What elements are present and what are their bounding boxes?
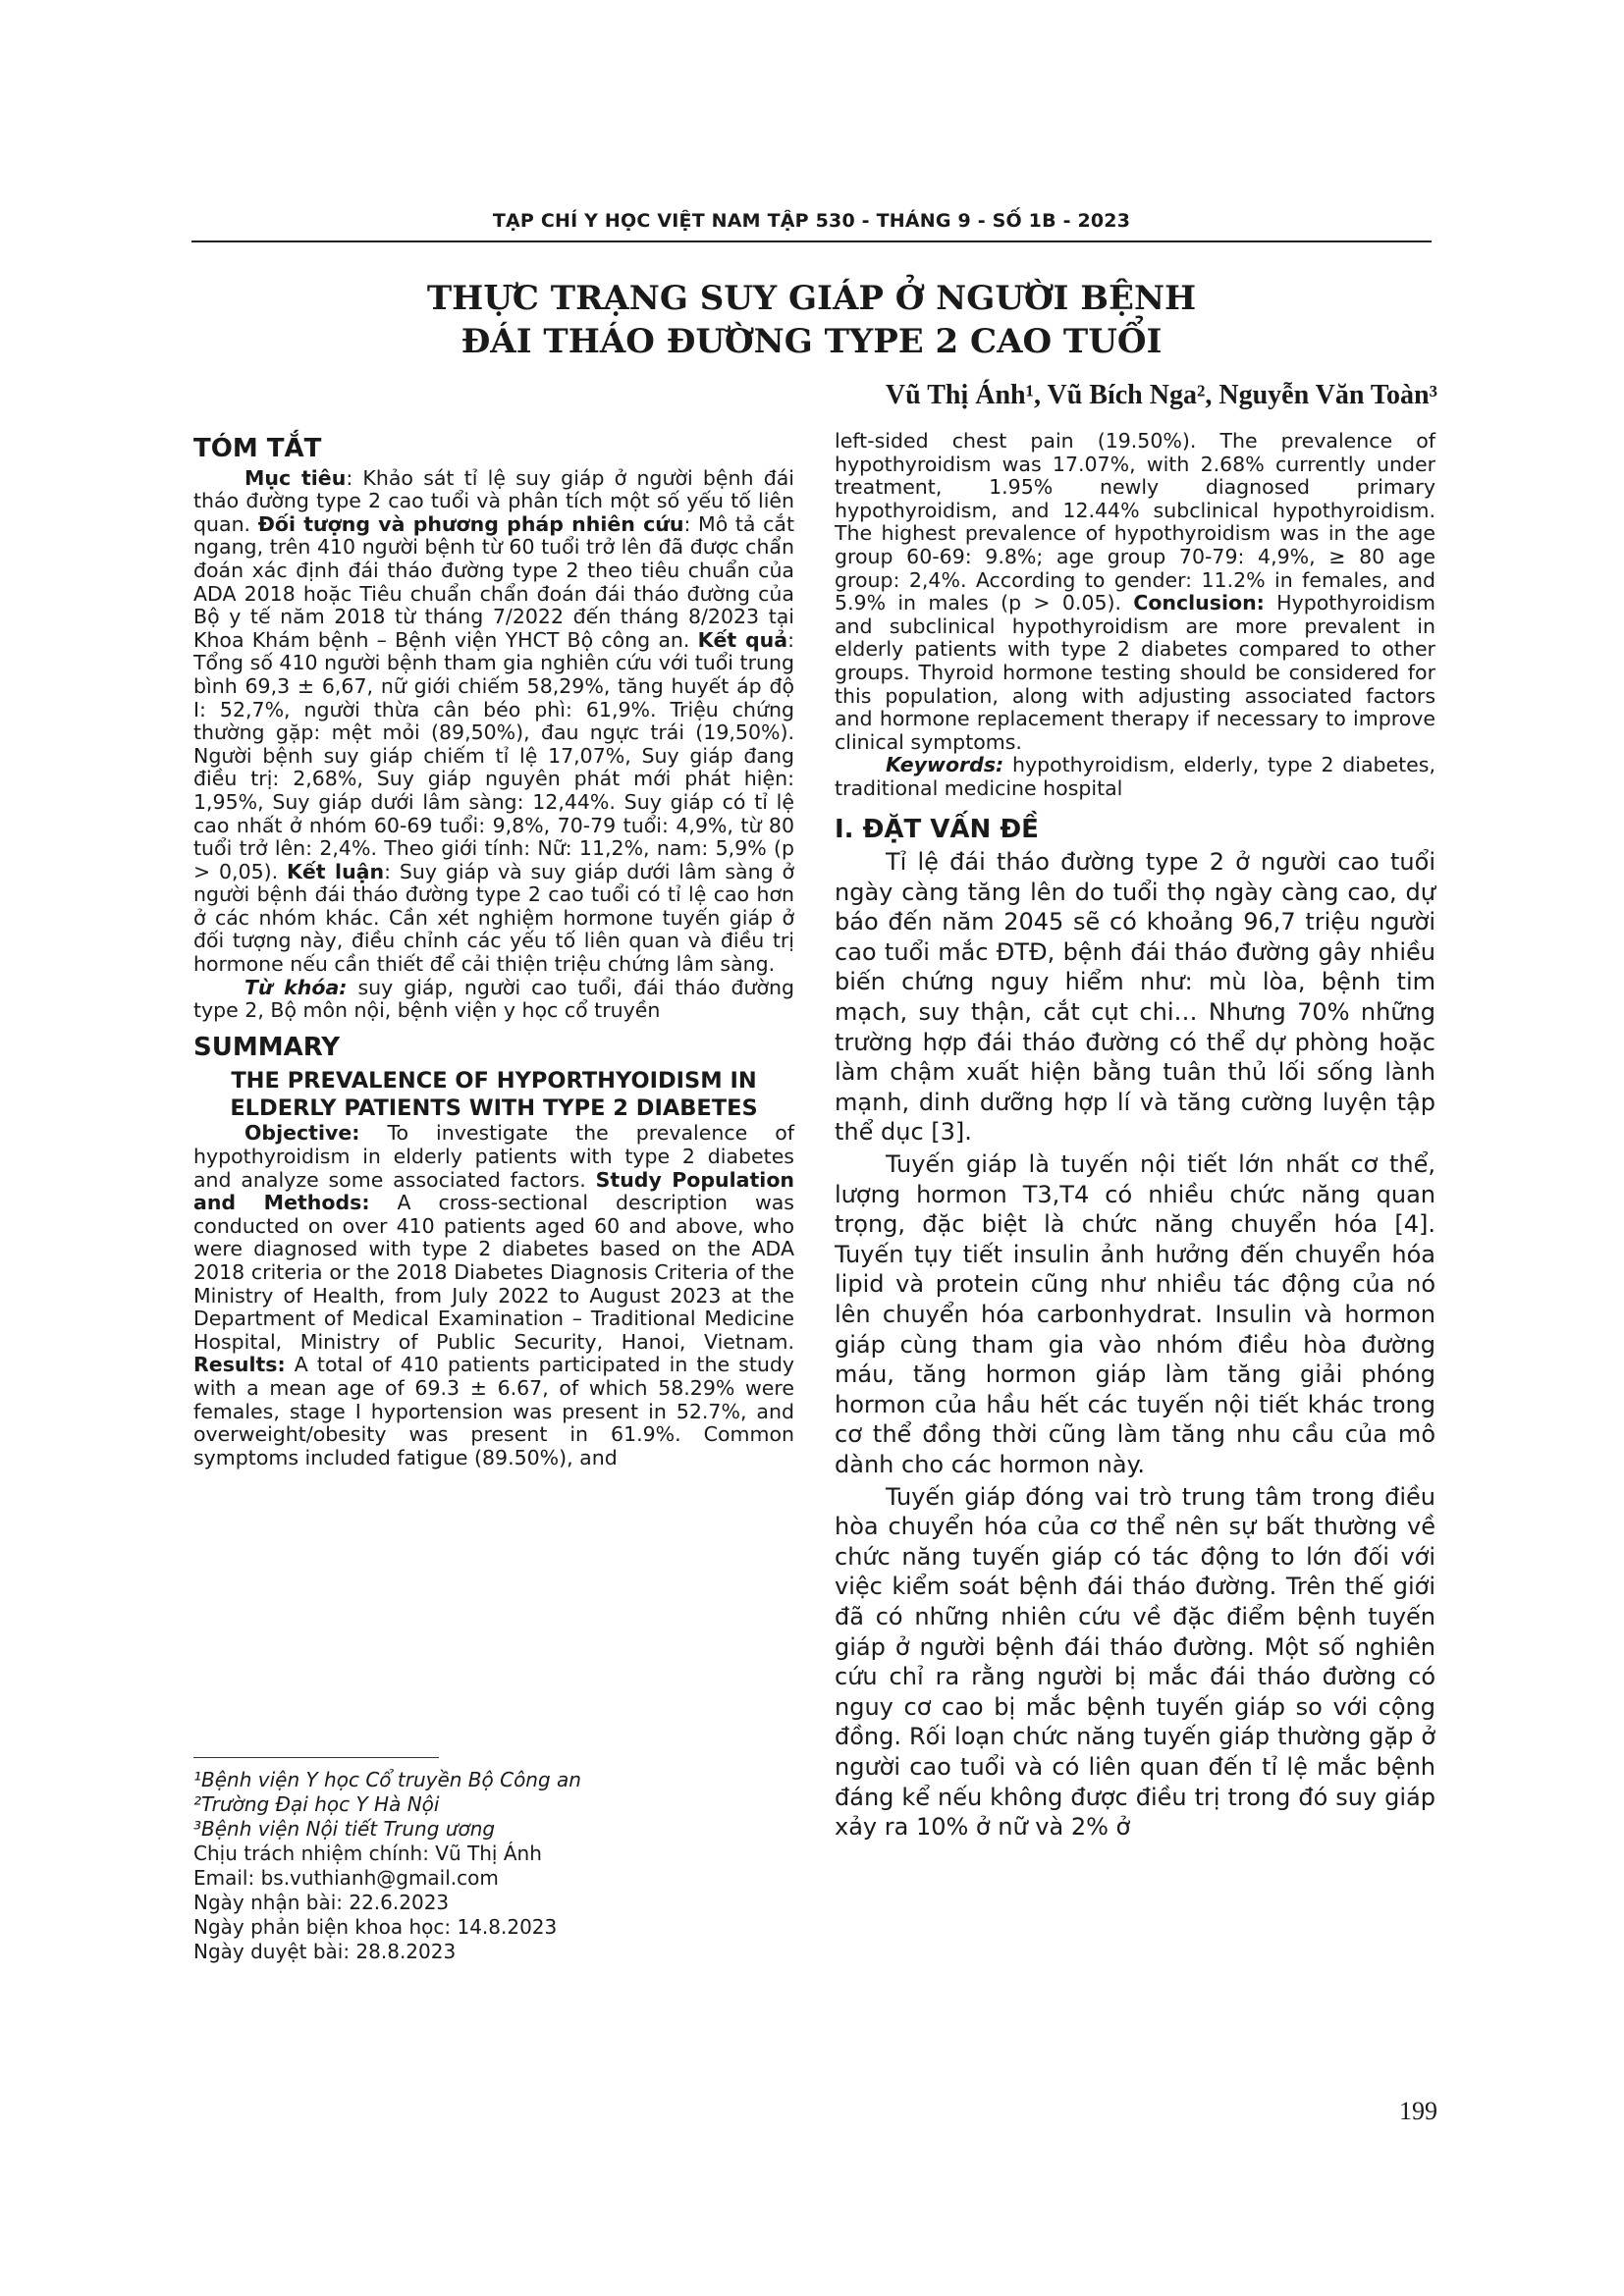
title-line-2: ĐÁI THÁO ĐƯỜNG TYPE 2 CAO TUỔI [460, 322, 1163, 361]
ket-luan-text: : Suy giáp và suy giáp dưới lâm sàng ở người bệnh đái tháo đường type 2 cao tuổi có tỉ lệ cao hơn ở các nhóm khác. Cần xét nghiệm hormone tuyến giáp ở đối tượng này, điều chỉnh các yếu tố liên quan và điều trị hormone nếu cần thiết để cải thiện triệu chứng lâm sàng. [193, 859, 794, 977]
page-number: 199 [1399, 2097, 1437, 2125]
title-line-1: THỰC TRẠNG SUY GIÁP Ở NGƯỜI BỆNH [426, 279, 1197, 318]
methods-text: A cross-sectional description was conducted on over 410 patients aged 60 and above, who were diagnosed with type 2 diabetes based on the ADA 2018 criteria or the 2018 Diabetes Diagnosis Criteria of the Ministry of Health, from July 2022 to August 2023 at the Department of Medical Examination – Traditional Medicine Hospital, Ministry of Public Security, Hanoi, Vietnam. [193, 1191, 794, 1354]
results-text-right: left-sided chest pain (19.50%). The prevalence of hypothyroidism was 17.07%, with 2.68% currently under treatment, 1.95% newly diagnosed primary hypothyroidism, and 12.44% subclinical hypothyroidism. The highest prevalence of hypothyroidism was in the age group 60-69: 9.8%; age group 70-79: 4,9%, ≥ 80 age group: 2,4%. According to gender: 11.2% in females, and 5.9% in males (p > 0.05). [835, 429, 1435, 615]
keywords [835, 754, 1435, 800]
doi-tuong-text: : Mô tả cắt ngang, trên 410 người bệnh từ 60 tuổi trở lên đã được chẩn đoán xác định đái tháo đường type 2 theo tiêu chuẩn của ADA 2018 hoặc Tiêu chuẩn chẩn đoán đái tháo đường của Bộ y tế năm 2018 từ tháng 7/2022 đến tháng 8/2023 tại Khoa Khám bệnh – Bệnh viện YHCT Bộ công an. [193, 511, 794, 652]
footnote-rule [193, 1757, 439, 1758]
authors: Vũ Thị Ánh¹, Vũ Bích Nga², Nguyễn Văn Toàn³ [885, 380, 1437, 410]
conclusion-label: Conclusion: [1133, 591, 1265, 615]
footnote-1: ¹Bệnh viện Y học Cổ truyền Bộ Công an [193, 1768, 581, 1791]
methods-label: Study Population and Methods: [193, 1167, 795, 1215]
summary-abstract-left [193, 1122, 794, 1469]
footnote-2: ²Trường Đại học Y Hà Nội [193, 1792, 440, 1816]
footnote-email: Email: bs.vuthianh@gmail.com [193, 1866, 499, 1890]
header-rule [191, 240, 1432, 242]
journal-header: TẠP CHÍ Y HỌC VIỆT NAM TẬP 530 - THÁNG 9 - SỐ 1B - 2023 [492, 210, 1131, 232]
intro-paragraph-1: Tỉ lệ đái tháo đường type 2 ở người cao tuổi ngày càng tăng lên do tuổi thọ ngày càng cao, dự báo đến năm 2045 sẽ có khoảng 96,7 triệu người cao tuổi mắc ĐTĐ, bệnh đái tháo đường gây nhiều biến chứng nguy hiểm như: mù lòa, bệnh tim mạch, suy thận, cắt cụt chi… Nhưng 70% những trường hợp đái tháo đường có thể dự phòng hoặc làm chậm xuất hiện bằng tuân thủ lối sống lành mạnh, dinh dưỡng hợp lí và tăng cường luyện tập thể dục [3]. [835, 848, 1435, 1147]
summary-heading: SUMMARY [193, 1032, 341, 1062]
intro-paragraph-3: Tuyến giáp đóng vai trò trung tâm trong điều hòa chuyển hóa của cơ thể nên sự bất thường về chức năng tuyến giáp có tác động to lớn đối với việc kiểm soát bệnh đái tháo đường. Trên thế giới đã có những nhiên cứu về đặc điểm bệnh tuyến giáp ở người bệnh đái tháo đường. Một số nghiên cứu chỉ ra rằng người bị mắc đái tháo đường có nguy cơ cao bị mắc bệnh tuyến giáp so với cộng đồng. Rối loạn chức năng tuyến giáp thường gặp ở người cao tuổi và có liên quan đến tỉ lệ mắc bệnh đáng kể nếu không được điều trị trong đó suy giáp xảy ra 10% ở nữ và 2% ở [835, 1482, 1435, 1842]
footnote-reviewed: Ngày phản biện khoa học: 14.8.2023 [193, 1915, 558, 1939]
ket-luan-label: Kết luận [287, 859, 385, 883]
footnote-accepted: Ngày duyệt bài: 28.8.2023 [193, 1940, 457, 1963]
right-column [835, 430, 1435, 1844]
keywords-text: hypothyroidism, elderly, type 2 diabetes, traditional medicine hospital [835, 753, 1435, 800]
intro-heading: I. ĐẶT VẤN ĐỀ [835, 814, 1039, 844]
tomtat-abstract [193, 467, 794, 977]
footnote-3: ³Bệnh viện Nội tiết Trung ương [193, 1817, 496, 1841]
footnotes [193, 1757, 794, 1964]
objective-label: Objective: [244, 1121, 360, 1146]
doi-tuong-label: Đối tượng và phương pháp nhiên cứu [257, 511, 684, 536]
summary-abstract-right [835, 430, 1435, 754]
muc-tieu-text: : Khảo sát tỉ lệ suy giáp ở người bệnh đái tháo đường type 2 cao tuổi và phân tích một số yếu tố liên quan. [193, 465, 794, 536]
results-label: Results: [193, 1353, 286, 1377]
tu-khoa-label: Từ khóa: [244, 975, 348, 999]
tu-khoa [193, 977, 794, 1023]
summary-title: THE PREVALENCE OF HYPORTHYOIDISM IN ELDERLY PATIENTS WITH TYPE 2 DIABETES [230, 1068, 758, 1122]
objective-text: To investigate the prevalence of hypothyroidism in elderly patients with type 2 diabetes and analyze some associated factors. [193, 1121, 794, 1192]
ket-qua-label: Kết quả [697, 627, 788, 652]
keywords-label: Keywords: [886, 753, 1004, 777]
muc-tieu-label: Mục tiêu [244, 465, 347, 490]
left-column [193, 430, 794, 1469]
footnote-received: Ngày nhận bài: 22.6.2023 [193, 1891, 450, 1914]
tomtat-heading: TÓM TẮT [193, 434, 322, 463]
footnote-responsible: Chịu trách nhiệm chính: Vũ Thị Ánh [193, 1842, 542, 1865]
conclusion-text: Hypothyroidism and subclinical hypothyroidism are more prevalent in elderly patients with type 2 diabetes compared to other groups. Thyroid hormone testing should be considered for this population, along with adjusting associated factors and hormone replacement therapy if necessary to improve clinical symptoms. [835, 591, 1436, 754]
intro-paragraph-2: Tuyến giáp là tuyến nội tiết lớn nhất cơ thể, lượng hormon T3,T4 có nhiều chức năng quan trọng, đặc biệt là chức năng chuyển hóa [4]. Tuyến tụy tiết insulin ảnh hưởng đến chuyển hóa lipid và protein cũng như nhiều tác động của nó lên chuyển hóa carbonhydrat. Insulin và hormon giáp cùng tham gia vào nhóm điều hòa đường máu, tăng hormon giáp làm tăng giải phóng hormon của hầu hết các tuyến nội tiết khác trong cơ thể đồng thời cũng làm tăng nhu cầu của mô dành cho các hormon này. [835, 1150, 1435, 1478]
results-text-left: A total of 410 patients participated in the study with a mean age of 69.3 ± 6.67, of which 58.29% were females, stage I hyportension was present in 52.7%, and overweight/obesity was present in 61.9%. Common symptoms included fatigue (89.50%), and [193, 1353, 794, 1469]
article-title [191, 277, 1432, 363]
tu-khoa-text: suy giáp, người cao tuổi, đái tháo đường type 2, Bộ môn nội, bệnh viện y học cổ truyền [193, 975, 795, 1023]
ket-qua-text: : Tổng số 410 người bệnh tham gia nghiên cứu với tuổi trung bình 69,3 ± 6,67, nữ giới chiếm 58,29%, tăng huyết áp độ I: 52,7%, người thừa cân béo phì: 61,9%. Triệu chứng thường gặp: mệt mỏi (89,50%), đau ngực trái (19,50%). Người bệnh suy giáp chiếm tỉ lệ 17,07%, Suy giáp đang điều trị: 2,68%, Suy giáp nguyên phát mới phát hiện: 1,95%, Suy giáp dưới lâm sàng: 12,44%. Suy giáp có tỉ lệ cao nhất ở nhóm 60-69 tuổi: 9,8%, 70-79 tuổi: 4,9%, từ 80 tuổi trở lên: 2,4%. Theo giới tính: Nữ: 11,2%, nam: 5,9% (p > 0,05). [193, 627, 794, 883]
intro-body [835, 847, 1435, 1842]
